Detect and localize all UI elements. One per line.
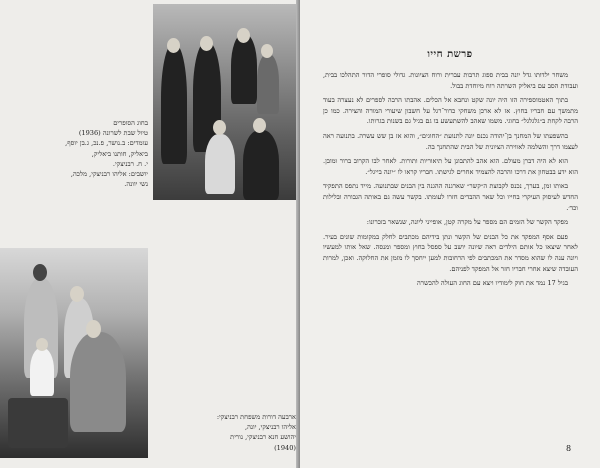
paragraph: מפקד הקשר של הזמים הם מספר על מקרה קטן, אופייני ליונה, שנשאר בזכרונו: bbox=[366, 218, 568, 227]
paragraph: בהשפעתו של המחנך בן־יהודה נכנס יונה לתנועת ״החוגים״, והוא אז בן שש עשרה. בתנועה ראה לעצמו דרך והשלמה לאווירה הציונית של הבית שהתחנך בה. bbox=[323, 131, 578, 151]
chapter-title: פרשת חייו bbox=[427, 49, 473, 60]
caption-line: טיול שבת לשרונה (1936) bbox=[78, 129, 148, 138]
caption-line: י. ח. רבניצקי. bbox=[112, 159, 148, 168]
four-generations-photo bbox=[0, 248, 148, 458]
bottom-photo-caption bbox=[152, 412, 296, 453]
paragraph: בתוך האטמוספירה הזו היה יונה שקט ונחבא אל הכלים. אהבתו הרבה לספרים לא נעצרה בעוד מתמשך עם חבריו בחוץ. אז לא ארכן משחקי כדור־רגל על חשבון שיעורי המורה והצירה. כמו כן הרבה לקחת ב״גלגלגל״ בחוגי. משמו שאהב להשתעשע בו גם בגיל גם בשנות בגרותו. bbox=[323, 96, 578, 126]
paragraph: הוא לא היה דברן מעולם. הוא אהב להתבונן על תיאוריות ותורות. לאחר לבו הקרוב ברור ומובן. הוא ידע בבטחון את דרכו והרבה להצמיד אחרים לגישתו. חבריו קראו לו ״יונה בייגל״. bbox=[323, 157, 578, 176]
caption-line: ארבעה דורות משפחת רבניצקי: bbox=[216, 413, 296, 421]
caption-line: בחוג הסופרים bbox=[113, 119, 148, 127]
caption-line: יהושע חנא רבניצקי, נורית bbox=[230, 433, 296, 442]
caption-line: נשי יוונה. bbox=[124, 180, 148, 189]
paragraph: בגיל 17 נמד את חוק לימודיו ויצא עם החוג העולה להכשרה bbox=[417, 279, 568, 288]
chapter-body bbox=[323, 70, 578, 293]
caption-line: יושבים: אליהו רבניצקי, מלכה, bbox=[70, 170, 148, 179]
paragraph: באותו זמן, בערך, נכנס לקבוצת ה״קשר״ שארגנה ההגנה בין הבנים שבתנועה. מייד נתפס התפקיד החדש לעיסוק העיקרי בחייו וכל שאר ההבדים חזרו לעומתו. בקשר עשה גם באותה הגבורה ובלילות וכד׳. bbox=[323, 182, 578, 212]
paragraph: פעם אסף המפקד את כל הבנים של הקשר ונתן בידיהם מכתבים לחלק במקומות שונים בעיר. לאחר שיצאו כל אותם הילדים ראה שיונה יושב על ספסל בחוץ ומספר ומנסה. שאל אותו למעשיו ויונה ענה לו שהוא מסדר את המכתבים לפי הרחובות למען ייחסך לו מזמן את החלוקה. ואכן, למרות העובדה שיצא אחרי חבריו חזר אל המפקד לפניהם. bbox=[323, 232, 578, 273]
top-photo-caption bbox=[20, 118, 148, 189]
page-number: 8 bbox=[566, 444, 572, 453]
caption-line: (1940) bbox=[274, 443, 296, 452]
writers-group-photo bbox=[153, 4, 297, 200]
caption-line: ביאליק, חותנו ביאליק, bbox=[91, 149, 148, 158]
caption-line: עומדים: ב.נושר, פ.נכ, ג.בן יוסף, bbox=[65, 139, 148, 148]
caption-line: אליהו רבניצקי, יונה, bbox=[245, 423, 296, 432]
paragraph: משחר ילדותו גדל יונה בבית ספוג תרבות עברית ורוח הציונות. גדולי סופרי הדור התהלכו בבית, ועבודת הסב עם ביאליק השרתה רוח מיוחדת בבול. bbox=[323, 71, 578, 90]
